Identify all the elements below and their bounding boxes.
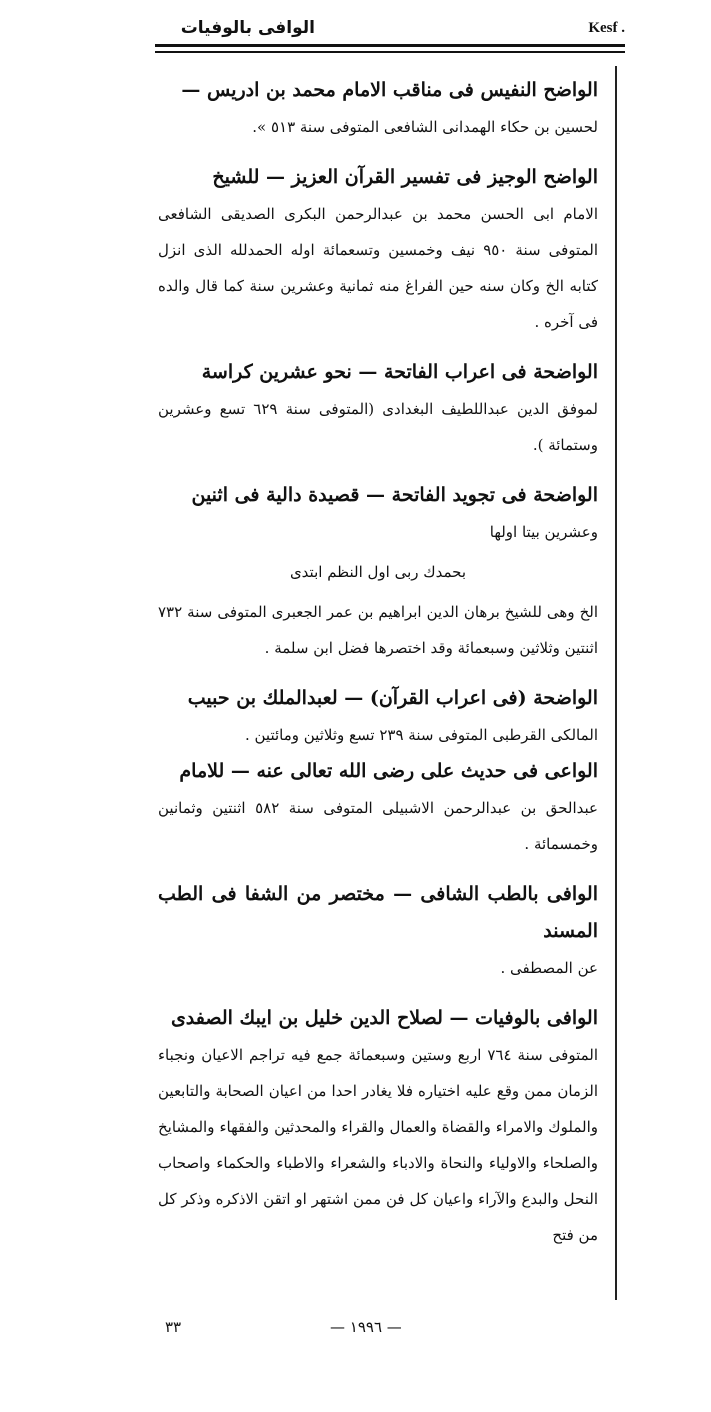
verse-line: بحمدك ربى اول النظم ابتدى [289, 563, 467, 581]
column-number: — ١٩٩٦ — [330, 1318, 402, 1336]
entry [158, 72, 598, 145]
entry-body: المتوفى سنة ٧٦٤ اربع وستين وسبعمائة جمع فيه تراجم الاعيان ونجباء الزمان ممن وقع عليه اختياره فلا يغادر احدا من اعيان الصحابة والتابعين والملوك والامراء والقضاة والعمال والقراء والمحدثين والفقهاء والمشايخ والصلحاء والاولياء والنحاة والادباء والشعراء والاطباء والحكماء واصحاب النحل والبدع والآراء واعيان كل فن ممن اشتهر او اتقن الاذكره وذكر كل من فتح [158, 1046, 598, 1244]
entry [158, 354, 598, 463]
header-rule-thick [155, 44, 625, 47]
entry-body: لموفق الدين عبداللطيف البغدادى (المتوفى سنة ٦٢٩ تسع وعشرين وستمائة ). [158, 400, 598, 454]
entry [158, 876, 598, 986]
entry-title: الواعى فى حديث على رضى الله تعالى عنه — للامام [179, 760, 598, 782]
entry-body: وعشرين بيتا اولها [489, 523, 598, 541]
entry-body: المالكى القرطبى المتوفى سنة ٢٣٩ تسع وثلاثين ومائتين . [244, 726, 598, 744]
entry [158, 159, 598, 340]
entry-title: الواضحة (فى اعراب القرآن) — لعبدالملك بن حبيب [187, 687, 598, 709]
page-text [158, 72, 598, 1253]
entry [158, 1000, 598, 1253]
entry-title: الواضحة فى تجويد الفاتحة — قصيدة دالية فى اثنين [191, 484, 598, 506]
entry-title: الواضح النفيس فى مناقب الامام محمد بن ادريس — [181, 79, 598, 101]
entry [158, 680, 598, 753]
page-footer [155, 1318, 625, 1342]
entry-body: عن المصطفى . [500, 959, 598, 977]
running-title: الوافى بالوفيات [180, 18, 315, 38]
kashf-label: Kesf . [588, 20, 625, 36]
entry [158, 753, 598, 862]
entry-body: عبدالحق بن عبدالرحمن الاشبيلى المتوفى سنة ٥٨٢ اثنتين وثمانين وخمسمائة . [158, 799, 599, 853]
entry-body: الامام ابى الحسن محمد بن عبدالرحمن البكرى الصديقى الشافعى المتوفى سنة ٩٥٠ نيف وخمسين وتسعمائة اوله الحمدلله الذى انزل كتابه الخ وكان سنه حين الفراغ منه ثمانية وعشرين سنة كما قال والده فى آخره . [158, 205, 598, 331]
running-head [155, 14, 625, 44]
entry-title: الوافى بالوفيات — لصلاح الدين خليل بن ايبك الصفدى [170, 1007, 598, 1029]
entry-title: الواضح الوجيز فى تفسير القرآن العزيز — للشيخ [212, 166, 598, 188]
entry-body: لحسين بن حكاء الهمدانى الشافعى المتوفى سنة ٥١٣ ». [252, 118, 598, 136]
header-rule-thin [155, 51, 625, 53]
entry [158, 477, 598, 666]
entry-title: الوافى بالطب الشافى — مختصر من الشفا فى الطب المسند [158, 883, 598, 942]
margin-line [615, 66, 617, 1300]
entry-title: الواضحة فى اعراب الفاتحة — نحو عشرين كراسة [201, 361, 598, 383]
page-number: ٣٣ [165, 1318, 182, 1336]
entry-body-continued: الخ وهى للشيخ برهان الدين ابراهيم بن عمر الجعبرى المتوفى سنة ٧٣٢ اثنتين وثلاثين وسبعمائة وقد اختصرها فضل ابن سلمة . [158, 603, 598, 657]
